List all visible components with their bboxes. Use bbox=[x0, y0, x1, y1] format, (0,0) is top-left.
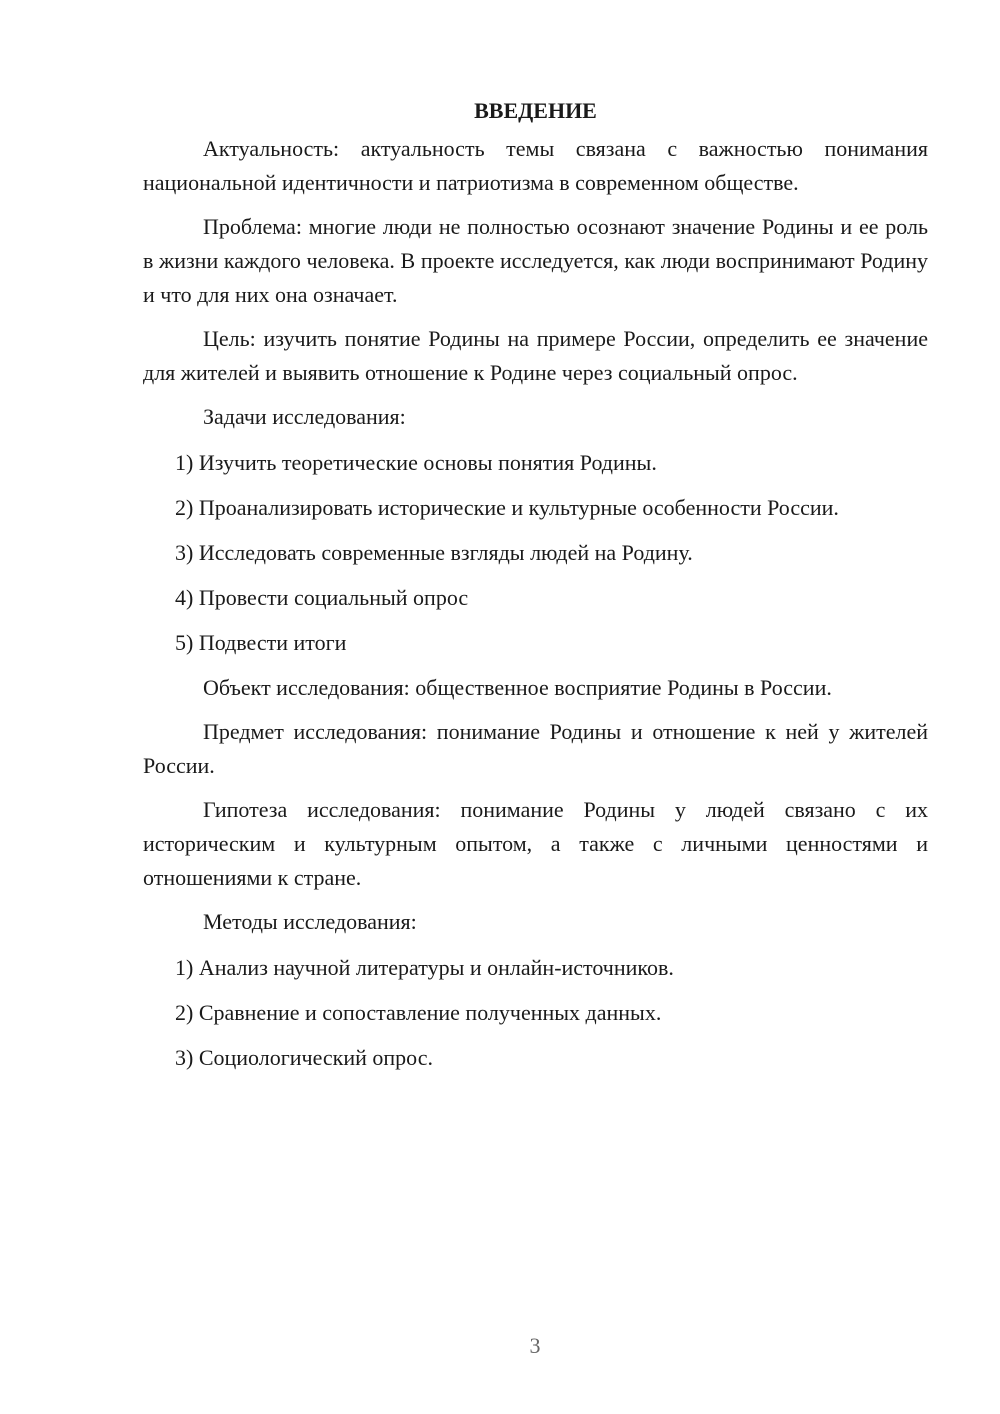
list-item: 5) Подвести итоги bbox=[175, 630, 347, 655]
relevance-paragraph: Актуальность: актуальность темы связана с важностью понимания национальной идентичности и патриотизма в современном обществе. bbox=[143, 136, 928, 195]
list-item: 1) Анализ научной литературы и онлайн-источников. bbox=[175, 955, 674, 980]
list-item: 2) Проанализировать исторические и культурные особенности России. bbox=[175, 495, 839, 520]
tasks-heading: Задачи исследования: bbox=[203, 404, 406, 429]
hypothesis-paragraph: Гипотеза исследования: понимание Родины у людей связано с их историческим и культурным опытом, а также с личными ценностями и отношениями к стране. bbox=[143, 797, 928, 890]
list-item: 1) Изучить теоретические основы понятия Родины. bbox=[175, 450, 657, 475]
list-item: 3) Социологический опрос. bbox=[175, 1045, 433, 1070]
page-title: ВВЕДЕНИЕ bbox=[474, 98, 597, 123]
list-item: 4) Провести социальный опрос bbox=[175, 585, 469, 610]
methods-list bbox=[143, 951, 928, 1075]
document-page bbox=[143, 96, 928, 1086]
tasks-list bbox=[143, 446, 928, 660]
problem-paragraph: Проблема: многие люди не полностью осознают значение Родины и ее роль в жизни каждого человека. В проекте исследуется, как люди воспринимают Родину и что для них она означает. bbox=[143, 214, 928, 307]
list-item: 3) Исследовать современные взгляды людей на Родину. bbox=[175, 540, 693, 565]
subject-paragraph: Предмет исследования: понимание Родины и отношение к ней у жителей России. bbox=[143, 719, 928, 778]
goal-paragraph: Цель: изучить понятие Родины на примере России, определить ее значение для жителей и выявить отношение к Родине через социальный опрос. bbox=[143, 326, 928, 385]
methods-heading: Методы исследования: bbox=[203, 909, 417, 934]
object-paragraph: Объект исследования: общественное восприятие Родины в России. bbox=[203, 675, 832, 700]
list-item: 2) Сравнение и сопоставление полученных данных. bbox=[175, 1000, 662, 1025]
page-number: 3 bbox=[529, 1333, 541, 1358]
